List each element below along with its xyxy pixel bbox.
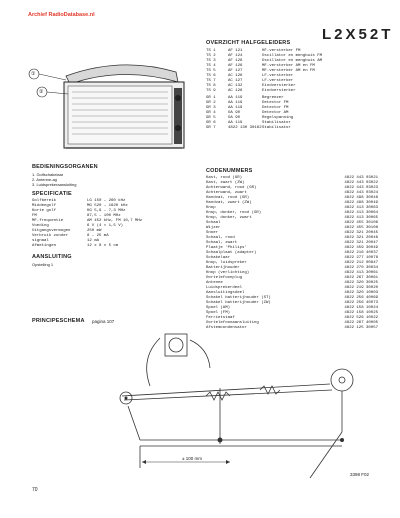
controls-heading: BEDIENINGSORGANEN [32,164,98,170]
watermark: Archief RadioDatabase.nl [28,12,95,18]
transistor-list: TS 1 AF 121 HF-versterker FM TS 2 AF 124 Oscillator en mengbuis FM TS 3 AF 126 Oscillator en mengbuis AM TS 4 AF 126 MF-versterker AM en FM TS 5 AF 127 MF-versterker AM en FM TS 6 AC 126 LF-versterker TS 7 AC 127 LF-versterker TS 8 AC 132 Eindversterker TS 9 AC 126 Eindversterker GR 1 AA 119 Begrenzer GR 2 AA 119 Detector FM GR 3 AA 119 Detector FM GR 4 OA 90 Detector AM GR 5 OA 90 Regelspanning GR 6 AA 119 Stabilisator GR 7 4822 130 30162 Stabilisator [206,49,323,130]
label-2: ② [39,89,44,95]
assembly-text: Opstelling 1 [32,262,54,267]
dimension-label: ± 100 mm [182,456,202,461]
assembly-heading: AANSLUITING [32,254,72,260]
codes-heading: CODENUMMERS [206,168,253,174]
transistors-heading: OVERZICHT HALFGELEIDERS [206,40,291,46]
codes-list: Kast, rood (GR) 4822 443 03021 Kast, zwart (ZW) 4822 443 03022 Achterwand, rood (GR) 4822 443 03023 Achterwand, zwart 4822 443 03024 Handvat, rood (GR) 4822 498 30048 Handvat, zwart (ZW) 4822 498 30049 Knop 4822 413 30063 Knop, donker, rood (GR) 4822 413 30064 Knop, donker, zwart 4822 413 30065 Schaal 4822 455 30106 Wijzer 4822 455 30108 Snoer 4822 321 20045 Schaal, rood 4822 321 20046 Schaal, zwart 4822 321 20047 Plaatje 'Philips' 4822 459 30049 Schaalplaat (adapter) 4822 216 40037 Schakelaar 4822 277 10078 Knop, luidspreker 4822 212 00847 Batterijhouder 4822 270 30034 Knop (verlichting) 4822 413 30061 Oortelefoonplug 4822 267 30061 Antenne 4822 320 30025 Luidsprekerdeel 4822 219 30020 Aansluitingsdeel 4822 320 10003 Schakel batterijhouder (ST) 4822 256 40069 Schakel batterijhouder (ZW) 4822 256 40073 Spoel (AM) 4822 158 10024 Spoel (FM) 4822 158 10025 Ferrietstaaf 4822 526 10022 Oortelefoonaansluiting 4822 267 40005 Afstemcondensator 4822 125 30057 [206,176,378,330]
radio-illustration [26,58,196,158]
model-title: L2X52T [322,26,394,43]
scale-subheading: pagina 107 [92,319,115,324]
page-number: 70 [32,487,38,493]
specs-list: Golfbereik LG 150 – 260 kHz Middengolf MG 520 – 1620 kHz Korte golf KG 5,9 – 7,3 MHz FM 87,5 – 100 MHz MF-frequentie AM 452 kHz, FM 10,7 MHz Voeding 6 V (4 × 1,5 V) Uitgangsvermogen 250 mW Verbruik zonder 8 – 25 mA signaal 12 mA Afmetingen 12 x 8 x 5 cm [32,199,143,248]
label-1: ① [31,71,36,77]
figure-code: 3398 F02 [350,472,370,477]
specs-heading: SPECIFICATIE [32,191,72,197]
controls-list: 1. Golfschakelaar 2. Antenne-ag 3. Luidsprekeraansluiting [32,172,77,187]
dial-mechanism-drawing [110,328,390,488]
scale-heading: PRINCIPESCHEMA [32,318,85,324]
